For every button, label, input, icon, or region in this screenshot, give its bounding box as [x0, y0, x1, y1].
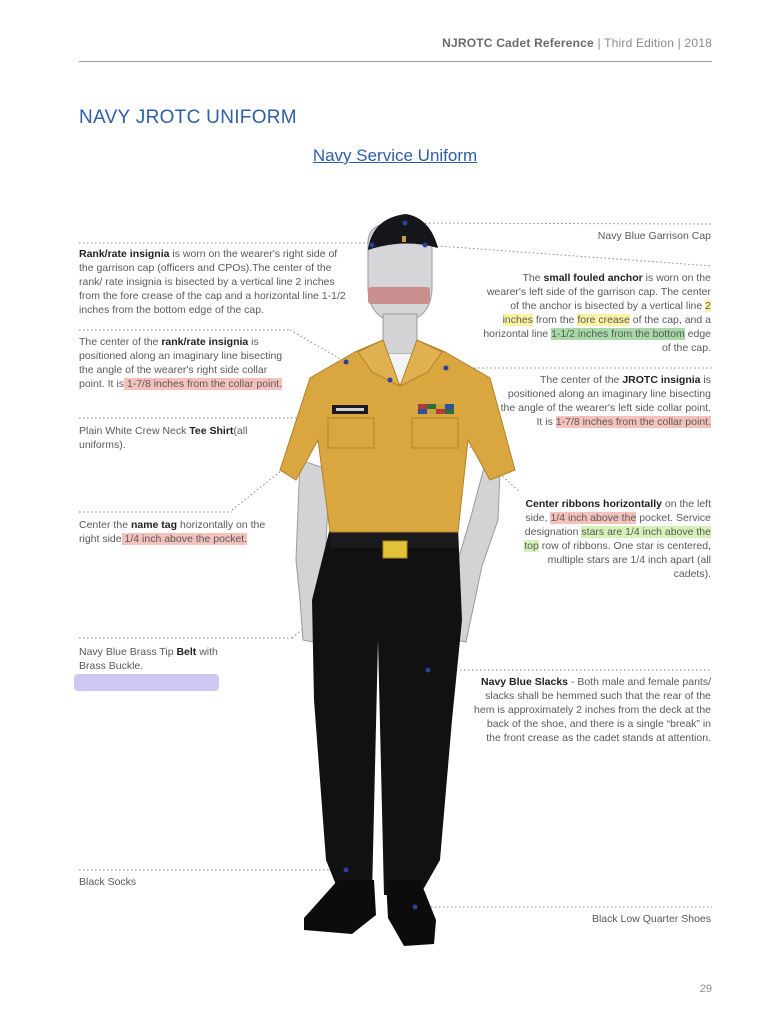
label-shoes: Black Low Quarter Shoes — [591, 913, 711, 925]
label-bold: JROTC insignia — [622, 374, 701, 386]
label-anchor — [481, 271, 711, 355]
figure-subtitle: Navy Service Uniform — [312, 146, 478, 165]
label-text: horizontally on the right side — [79, 519, 266, 545]
label-text: Plain White Crew Neck — [79, 425, 190, 437]
label-text: from the — [532, 314, 578, 326]
highlight: 1-1/2 inches from the bottom — [551, 328, 685, 340]
label-bold: Tee Shirt — [189, 425, 234, 437]
label-bold: name tag — [130, 519, 178, 531]
highlight: 1-7/8 inches from the collar point. — [123, 378, 283, 390]
label-text: is positioned along an imaginary line bisecting the angle of the wearer's left side collar point. It is — [500, 374, 711, 428]
label-text: Navy Blue Brass Tip — [79, 646, 177, 658]
highlight: fore crease — [577, 314, 630, 326]
label-text: on the left side, — [525, 498, 711, 524]
trousers — [312, 528, 462, 895]
label-text: The center of the — [79, 336, 162, 348]
label-text: with Brass Buckle. — [79, 646, 218, 672]
ribbons — [418, 404, 454, 414]
highlight-bar — [74, 674, 219, 691]
label-name-tag — [79, 518, 274, 546]
header-separator: | — [677, 36, 681, 50]
section-title: NAVY JROTC UNIFORM — [79, 107, 297, 128]
label-text: The — [522, 272, 544, 284]
highlight: 1/4 inch above the pocket. — [121, 533, 248, 545]
name-tag-text — [336, 408, 364, 411]
year: 2018 — [684, 36, 712, 50]
label-text: is worn on the wearer's left side of the garrison cap. The center of the anchor is bisected by a vertical line — [486, 272, 711, 312]
label-bold: rank/rate insignia — [161, 336, 249, 348]
label-text: - Both male and female pants/ slacks shall be hemmed such that the rear of the hem is approximately 2 inches from the deck at the back of the shoe, and there is a single “break” in the front crease as the cadet stands at attention. — [474, 676, 711, 744]
label-text: row of ribbons. One star is centered, multiple stars are 1/4 inch apart (all cadets). — [538, 540, 711, 580]
label-jrotc-insignia — [496, 373, 711, 429]
label-belt — [79, 645, 229, 673]
left-shoe — [386, 880, 436, 946]
label-bold: small fouled anchor — [543, 272, 643, 284]
highlight: 1-7/8 inches from the collar point. — [555, 416, 711, 428]
label-text: (all uniforms). — [79, 425, 248, 451]
belt-buckle — [383, 541, 407, 558]
label-text: of the cap, and a horizontal line — [483, 314, 711, 340]
label-ribbons — [516, 497, 711, 581]
label-bold: Navy Blue Slacks — [481, 676, 568, 688]
redaction-bar — [368, 287, 430, 304]
label-text: is positioned along an imaginary line bisecting the angle of the wearer's right side collar point. It is — [79, 336, 283, 390]
label-text: Center the — [79, 519, 131, 531]
label-slacks — [473, 675, 711, 745]
highlight: 1/4 inch above the — [550, 512, 637, 524]
highlight: 2 inches — [502, 300, 711, 326]
label-tee-shirt — [79, 424, 274, 452]
mannequin-neck — [383, 314, 417, 354]
label-text: edge of the cap. — [661, 328, 711, 354]
label-rank-collar — [79, 335, 284, 391]
book-title: NJROTC Cadet Reference — [442, 36, 594, 50]
right-shoe — [304, 880, 376, 934]
label-text: The center of the — [540, 374, 623, 386]
header-separator: | — [597, 36, 601, 50]
leader-cap — [405, 223, 712, 224]
leader-anchor — [425, 245, 712, 266]
label-bold: Center ribbons horizontally — [525, 498, 662, 510]
edition: Third Edition — [604, 36, 675, 50]
cap-anchor-device — [402, 236, 406, 242]
page-number: 29 — [699, 983, 712, 995]
label-bold: Belt — [176, 646, 197, 658]
leader-rank-collar-b — [290, 330, 346, 362]
label-text: pocket. Service designation — [524, 512, 711, 538]
label-text: is worn on the wearer's right side of the garrison cap (officers and CPOs).The center of the rank/ rate insignia is bisected by a vertical line 2 inches from the fore crease of the cap and a horizontal line 1-1/2 inches from the bottom edge of the cap. — [79, 248, 346, 316]
label-rank-cap — [79, 247, 349, 317]
highlight: stars are 1/4 inch above the top — [524, 526, 711, 552]
label-garrison-cap: Navy Blue Garrison Cap — [597, 230, 711, 242]
label-socks: Black Socks — [79, 876, 137, 888]
label-bold: Rank/rate insignia — [79, 248, 170, 260]
